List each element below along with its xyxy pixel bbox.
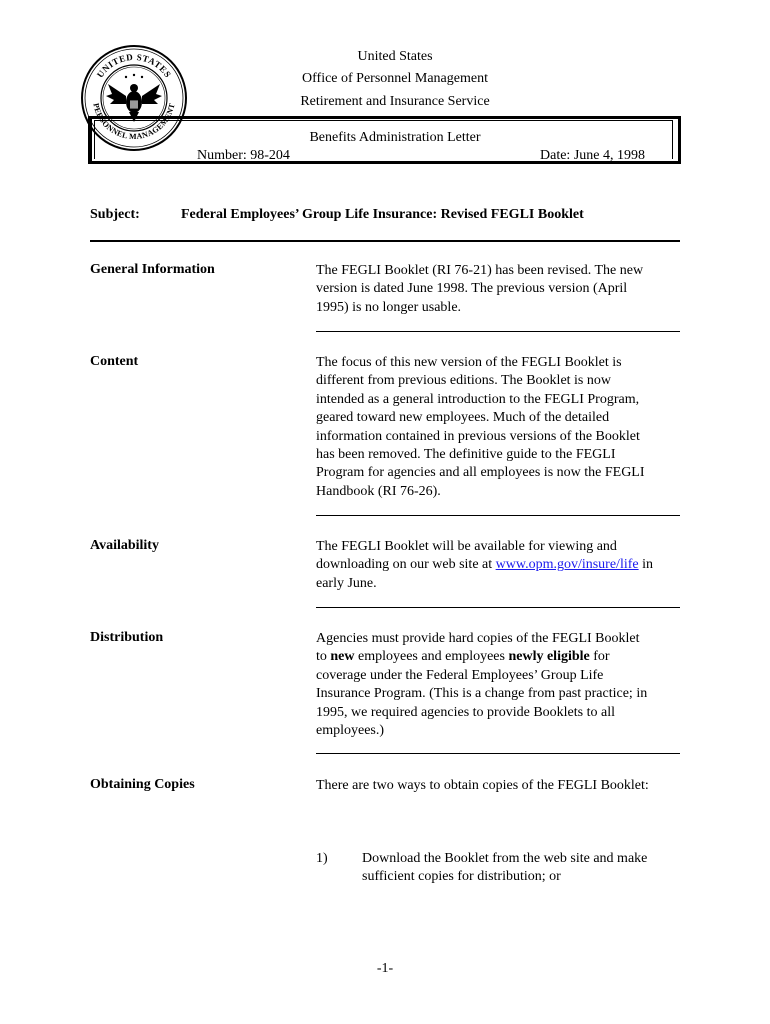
- availability-text: The FEGLI Booklet will be available for viewing and downloading on our web site at www.opm.gov/insure/life in early June.: [316, 539, 653, 591]
- section-divider: [316, 331, 680, 332]
- section-divider: [316, 515, 680, 516]
- heading-obtaining-copies: Obtaining Copies: [90, 777, 195, 792]
- list-item-number: 1): [316, 851, 328, 866]
- content-text: The focus of this new version of the FEGLI Booklet is different from previous editions. The Booklet is now intended as a general introduction to the FEGLI Program, geared toward new employees. Much of the detailed information contained in previous versions of the Booklet has been removed. The definitive guide to the FEGLI Program for agencies and all employees is now the FEGLI Handbook (RI 76-26).: [316, 355, 645, 499]
- header-agency: Office of Personnel Management: [302, 71, 488, 86]
- general-information-text: The FEGLI Booklet (RI 76-21) has been revised. The new version is dated June 1998. The previous version (April 1995) is no longer usable.: [316, 263, 644, 315]
- obtaining-copies-intro: There are two ways to obtain copies of the FEGLI Booklet:: [316, 778, 649, 793]
- distribution-text: Agencies must provide hard copies of the FEGLI Booklet to new employees and employees newly eligible for coverage under the Federal Employees’ Group Life Insurance Program. (This is a change from past practice; in 1995, we required agencies to provide Booklets to all employees.): [316, 631, 648, 739]
- heading-general-information: General Information: [90, 262, 215, 277]
- seal-top-text: UNITED STATES: [94, 51, 174, 80]
- seal-bottom-text: PERSONNEL MANAGEMENT: [91, 102, 177, 142]
- header-country: United States: [357, 49, 433, 64]
- list-item-text: Download the Booklet from the web site and make sufficient copies for distribution; or: [362, 851, 648, 885]
- subject-label: Subject:: [90, 207, 140, 222]
- header-service: Retirement and Insurance Service: [300, 94, 490, 109]
- eagle-icon: [106, 74, 162, 122]
- subject-rule: [90, 240, 680, 242]
- heading-content: Content: [90, 354, 139, 369]
- letter-date: Date: June 4, 1998: [540, 148, 645, 163]
- section-divider: [316, 607, 680, 608]
- heading-availability: Availability: [90, 538, 159, 553]
- section-divider: [316, 753, 680, 754]
- opm-website-link[interactable]: www.opm.gov/insure/life: [495, 557, 639, 573]
- letter-type: Benefits Administration Letter: [309, 130, 481, 145]
- subject-text: Federal Employees’ Group Life Insurance: Revised FEGLI Booklet: [181, 207, 584, 222]
- letter-number: Number: 98-204: [197, 148, 290, 163]
- heading-distribution: Distribution: [90, 630, 164, 645]
- page-number: -1-: [376, 961, 394, 976]
